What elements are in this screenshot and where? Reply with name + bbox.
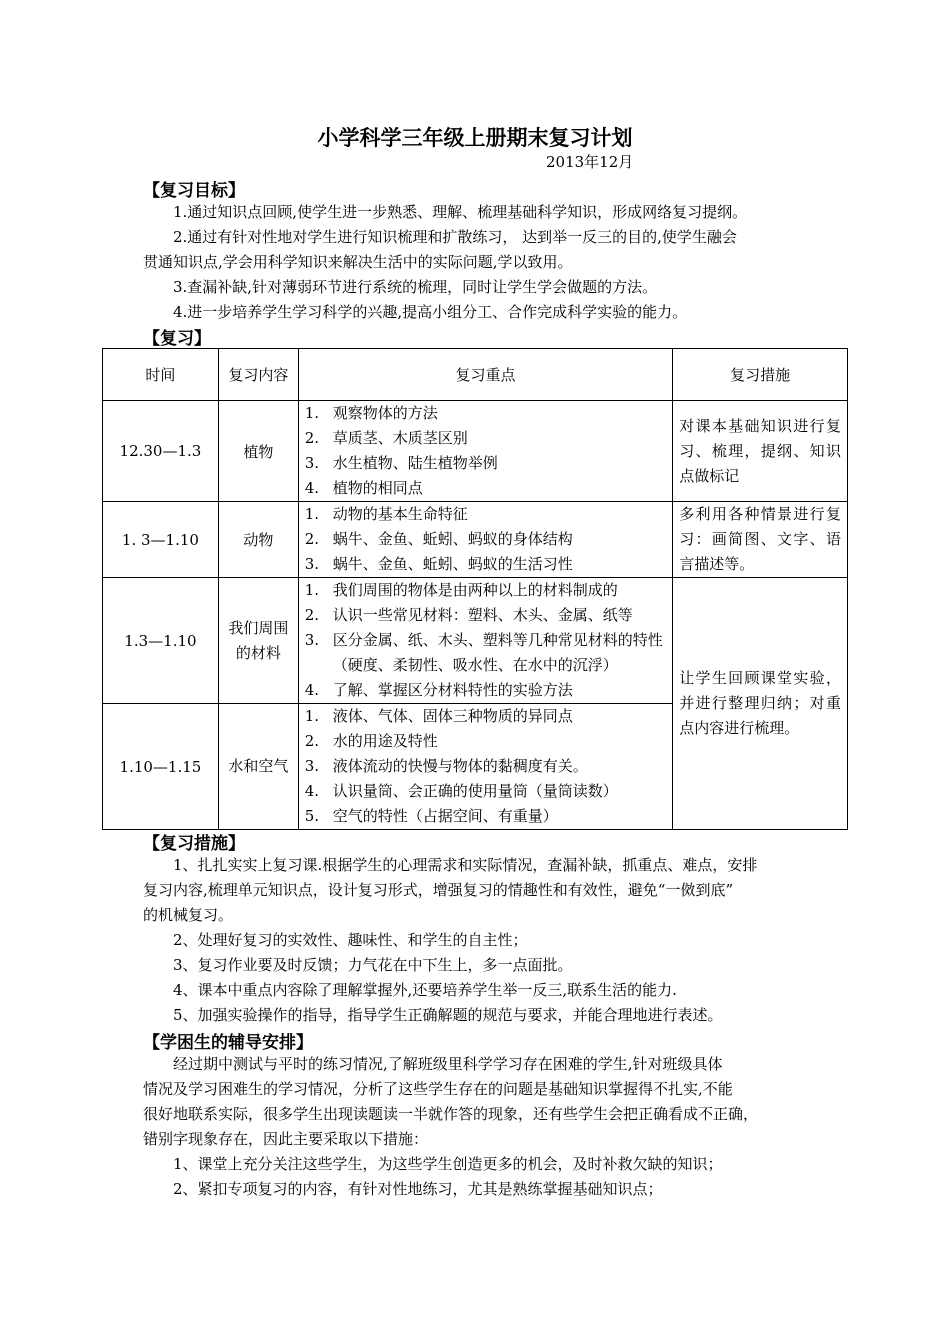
- point-item: 液体、气体、固体三种物质的异同点: [332, 707, 573, 725]
- point-item: 植物的相同点: [332, 479, 423, 497]
- point-item: 了解、掌握区分材料特性的实验方法: [332, 681, 573, 699]
- point-number: 3.: [304, 631, 320, 649]
- review-heading: 【复习】: [143, 329, 211, 349]
- table-row: [103, 578, 848, 704]
- point-number: 3.: [304, 757, 320, 775]
- header-time: 时间: [103, 349, 219, 401]
- point-item: 水生植物、陆生植物举例: [332, 454, 498, 472]
- table-header-row: [103, 349, 848, 401]
- tutoring-list: [143, 1052, 823, 1202]
- point-item: 空气的特性（占据空间、有重量）: [332, 807, 558, 825]
- point-item: 草质茎、木质茎区别: [332, 429, 468, 447]
- measure-line: 5、加强实验操作的指导，指导学生正确解题的规范与要求，并能合理地进行表述。: [173, 1006, 723, 1024]
- point-number: 1.: [304, 404, 320, 422]
- point-number: 4.: [304, 681, 320, 699]
- measure-line: 4、课本中重点内容除了理解掌握外,还要培养学生举一反三,联系生活的能力.: [173, 981, 677, 999]
- tutoring-line: 很好地联系实际，很多学生出现读题读一半就作答的现象，还有些学生会把正确看成不正确，: [143, 1105, 759, 1123]
- row-measure: 对课本基础知识进行复习、梳理，提纲、知识点做标记: [673, 401, 848, 502]
- point-item: 水的用途及特性: [332, 732, 438, 750]
- tutoring-line: 错别字现象存在，因此主要采取以下措施：: [143, 1130, 429, 1148]
- page-title: 小学科学三年级上册期末复习计划: [317, 126, 633, 150]
- point-item: 认识量筒、会正确的使用量筒（量筒读数）: [332, 782, 618, 800]
- row-content: 我们周围的材料: [218, 578, 298, 704]
- point-item: 动物的基本生命特征: [332, 505, 468, 523]
- row-time: 1. 3—1.10: [103, 502, 219, 578]
- point-number: 4.: [304, 782, 320, 800]
- point-number: 1.: [304, 505, 320, 523]
- tutoring-line: 情况及学习困难生的学习情况，分析了这些学生存在的问题是基础知识掌握得不扎实,不能: [143, 1080, 733, 1098]
- measure-line: 的机械复习。: [143, 906, 234, 924]
- point-item: 液体流动的快慢与物体的黏稠度有关。: [332, 757, 588, 775]
- point-number: 1.: [304, 707, 320, 725]
- row-measure: 多利用各种情景进行复习：画简图、文字、语言描述等。: [673, 502, 848, 578]
- row-points: [298, 578, 672, 704]
- row-time: 1.3—1.10: [103, 578, 219, 704]
- header-points: 复习重点: [298, 349, 672, 401]
- goal-item: 贯通知识点,学会用科学知识来解决生活中的实际问题,学以致用。: [143, 253, 573, 271]
- measure-line: 1、扎扎实实上复习课.根据学生的心理需求和实际情况，查漏补缺，抓重点、难点，安排: [173, 856, 758, 874]
- point-number: 2.: [304, 429, 320, 447]
- table-row: [103, 401, 848, 502]
- point-number: 3.: [304, 555, 320, 573]
- header-measures: 复习措施: [673, 349, 848, 401]
- point-number: 2.: [304, 732, 320, 750]
- point-item: 区分金属、纸、木头、塑料等几种常见材料的特性（硬度、柔韧性、吸水性、在水中的沉浮）: [332, 631, 663, 674]
- date: 2013年12月: [546, 153, 634, 171]
- point-number: 2.: [304, 530, 320, 548]
- table-row: [103, 502, 848, 578]
- row-time: 12.30—1.3: [103, 401, 219, 502]
- point-number: 3.: [304, 454, 320, 472]
- point-item: 蜗牛、金鱼、蚯蚓、蚂蚁的身体结构: [332, 530, 573, 548]
- measure-line: 3、复习作业要及时反馈；力气花在中下生上，多一点面批。: [173, 956, 573, 974]
- measures-heading: 【复习措施】: [143, 834, 245, 854]
- goal-item: 2.通过有针对性地对学生进行知识梳理和扩散练习， 达到举一反三的目的,使学生融会: [173, 228, 737, 246]
- tutoring-line: 2、紧扣专项复习的内容，有针对性地练习，尤其是熟练掌握基础知识点；: [173, 1180, 663, 1198]
- tutoring-line: 经过期中测试与平时的练习情况,了解班级里科学学习存在困难的学生,针对班级具体: [173, 1055, 723, 1073]
- goal-item: 1.通过知识点回顾,使学生进一步熟悉、理解、梳理基础科学知识，形成网络复习提纲。: [173, 203, 748, 221]
- measures-list: [143, 853, 823, 1028]
- row-points: [298, 401, 672, 502]
- row-content: 水和空气: [218, 704, 298, 830]
- point-item: 蜗牛、金鱼、蚯蚓、蚂蚁的生活习性: [332, 555, 573, 573]
- goals-list: [143, 200, 823, 325]
- measure-line: 复习内容,梳理单元知识点，设计复习形式，增强复习的情趣性和有效性，避免“一傚到底”: [143, 881, 734, 899]
- point-number: 1.: [304, 581, 320, 599]
- point-number: 4.: [304, 479, 320, 497]
- measure-line: 2、处理好复习的实效性、趣味性、和学生的自主性；: [173, 931, 528, 949]
- point-item: 观察物体的方法: [332, 404, 438, 422]
- row-points: [298, 704, 672, 830]
- row-content: 动物: [218, 502, 298, 578]
- goals-heading: 【复习目标】: [143, 181, 245, 201]
- row-measure-merged: 让学生回顾课堂实验，并进行整理归纳；对重点内容进行梳理。: [673, 578, 848, 830]
- tutoring-heading: 【学困生的辅导安排】: [143, 1033, 313, 1053]
- point-number: 5.: [304, 807, 320, 825]
- row-time: 1.10—1.15: [103, 704, 219, 830]
- point-number: 2.: [304, 606, 320, 624]
- point-item: 认识一些常见材料：塑料、木头、金属、纸等: [332, 606, 633, 624]
- row-content: 植物: [218, 401, 298, 502]
- header-content: 复习内容: [218, 349, 298, 401]
- point-item: 我们周围的物体是由两种以上的材料制成的: [332, 581, 618, 599]
- tutoring-line: 1、课堂上充分关注这些学生，为这些学生创造更多的机会，及时补救欠缺的知识；: [173, 1155, 723, 1173]
- review-table: [102, 348, 848, 830]
- goal-item: 3.查漏补缺,针对薄弱环节进行系统的梳理，同时让学生学会做题的方法。: [173, 278, 658, 296]
- goal-item: 4.进一步培养学生学习科学的兴趣,提高小组分工、合作完成科学实验的能力。: [173, 303, 688, 321]
- row-points: [298, 502, 672, 578]
